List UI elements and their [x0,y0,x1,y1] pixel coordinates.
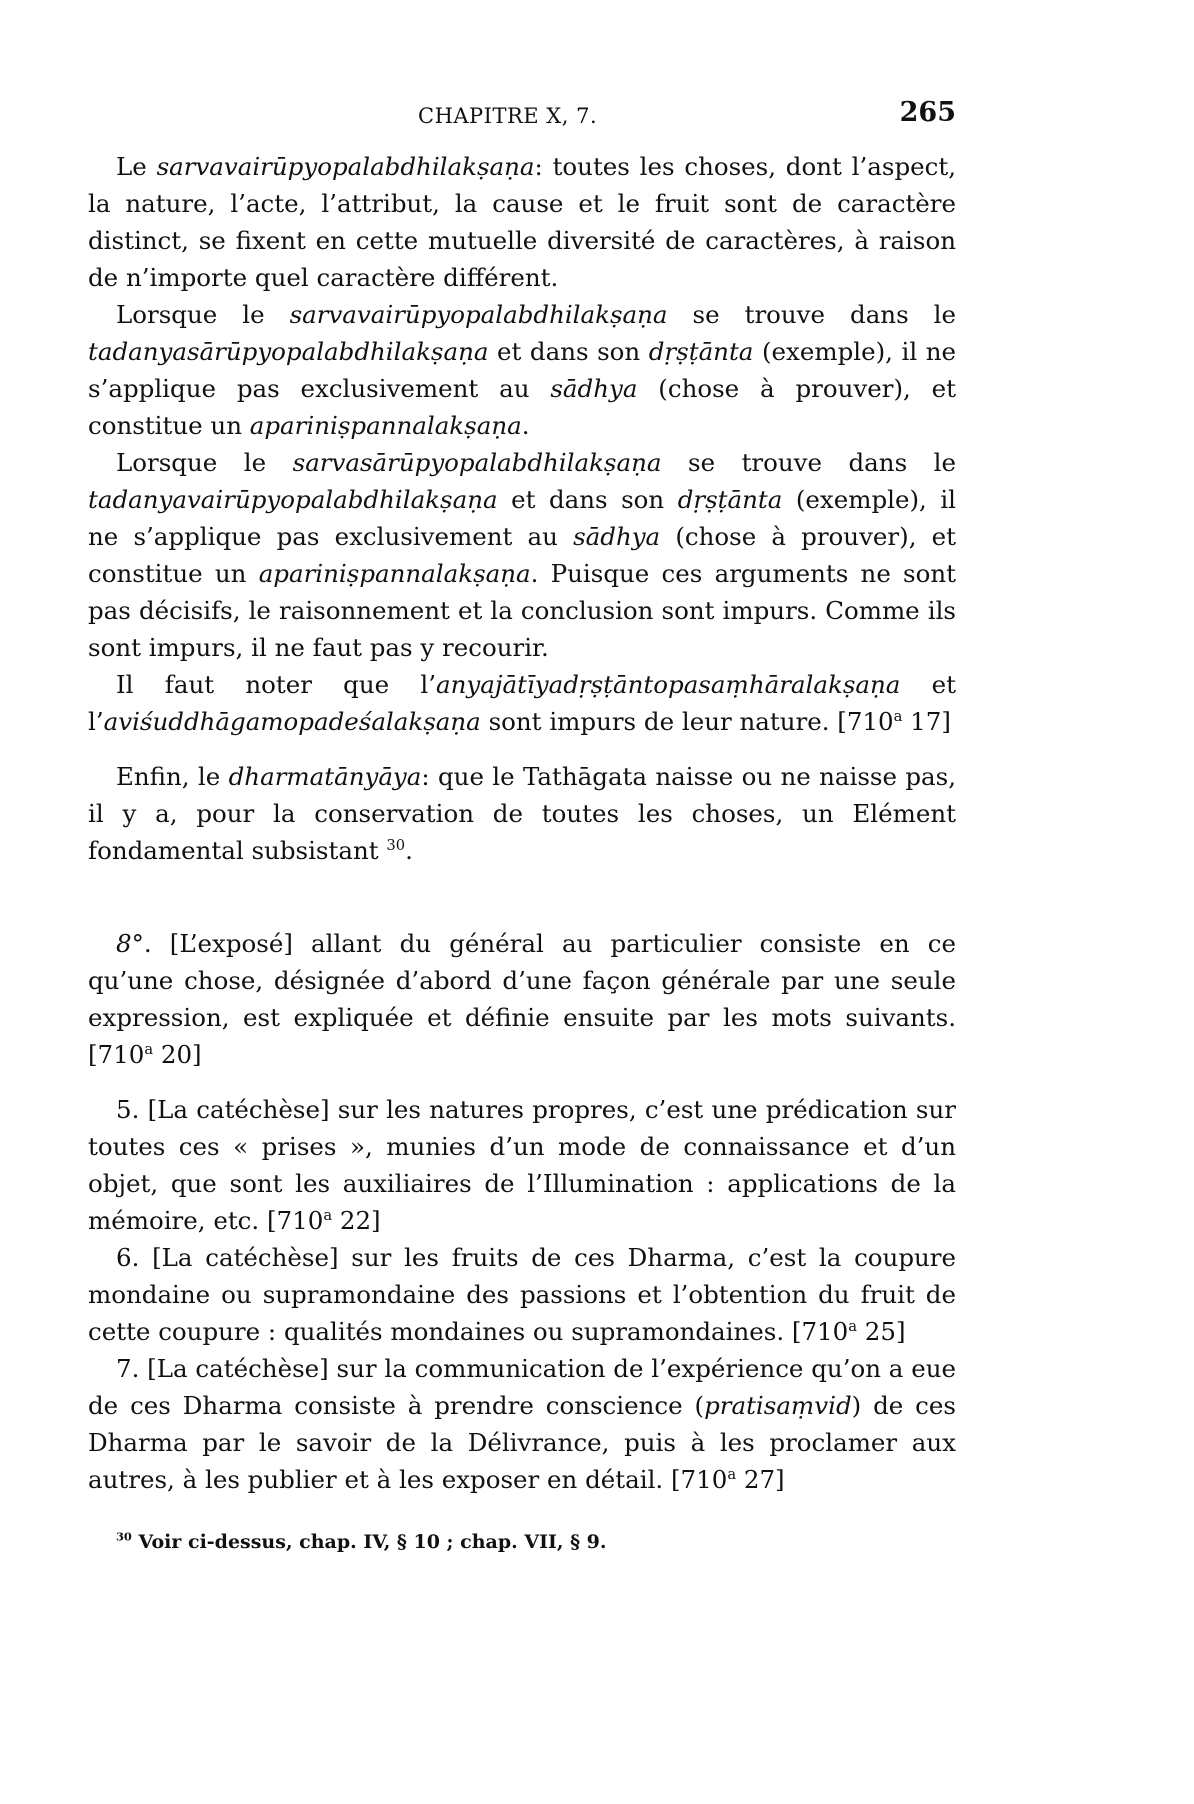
body-text [88,148,956,1498]
text-run: se trouve dans le [661,448,956,477]
reference-superscript: a [727,1465,737,1483]
text-run: se trouve dans le [667,300,956,329]
text-run: : toutes les choses, dont l’aspect, la nature, l’acte, l’attribut, la cause et le fruit sont de caractère distinct, se fixent en cette mutuelle diversité de caractères, à raison de n’importe quel caractère différent. [88,152,956,292]
sanskrit-term: sādhya [550,374,638,403]
page-number: 265 [899,97,956,128]
text-run: Lorsque le [116,448,293,477]
text-run: . [521,411,530,440]
sanskrit-term: sādhya [573,522,661,551]
text-run: . Puisque ces arguments ne sont pas décisifs, le raisonnement et la conclusion sont impurs. Comme ils sont impurs, il ne faut pas y recourir. [88,559,957,662]
footnote-text: Voir ci-dessus, chap. IV, § 10 ; chap. VII, § 9. [138,1531,607,1553]
text-run: . [L’exposé] allant du général au particulier consiste en ce qu’une chose, désignée d’abord d’une façon générale par une seule expression, est expliquée et définie ensuite par les mots suivants. [710 [88,929,956,1069]
reference-superscript: a [144,1040,154,1058]
text-run: 27] [736,1465,785,1494]
text-run: 17] [902,707,951,736]
paragraph [88,148,956,296]
text-run: (exemple), il ne s’applique pas exclusivement au [88,485,957,551]
sanskrit-term: tadanyasārūpyopalabdhilakṣaṇa [88,337,489,366]
text-run: 7. [La catéchèse] sur la communication de l’expérience qu’on a eue de ces Dharma consiste à prendre conscience ( [88,1354,956,1420]
sanskrit-term: dharmatānyāya [228,762,422,791]
sanskrit-term: 8° [116,929,144,958]
sanskrit-term: sarvasārūpyopalabdhilakṣaṇa [292,448,662,477]
paragraph [88,925,956,1073]
text-run: et dans son [497,485,678,514]
sanskrit-term: dṛṣṭānta [677,485,783,514]
text-run: sont impurs de leur nature. [710 [480,707,894,736]
sanskrit-term: sarvavairūpyopalabdhilakṣaṇa [156,152,535,181]
text-run: et l’ [88,670,956,736]
text-run: 5. [La catéchèse] sur les natures propres, c’est une prédication sur toutes ces « prises », munies d’un mode de connaissance et d’un objet, que sont les auxiliaires de l’Illumination : applications de la mémoire, etc. [710 [88,1095,956,1235]
sanskrit-term: tadanyavairūpyopalabdhilakṣaṇa [88,485,498,514]
paragraph [88,758,956,869]
reference-superscript: a [848,1317,857,1335]
text-run: Enfin, le [116,762,229,791]
paragraph [88,1350,956,1498]
paragraph [88,1239,956,1350]
sanskrit-term: apariniṣpannalakṣaṇa [249,411,522,440]
text-run: 6. [La catéchèse] sur les fruits de ces Dharma, c’est la coupure mondaine ou supramondaine des passions et l’obtention du fruit de cette coupure : qualités mondaines ou supramondaines. [710 [88,1243,956,1346]
footnote-marker: 30 [116,1529,132,1544]
sanskrit-term: sarvavairūpyopalabdhilakṣaṇa [289,300,668,329]
sanskrit-term: aviśuddhāgamopadeśalakṣaṇa [103,707,481,736]
text-run: ) de ces Dharma par le savoir de la Délivrance, puis à les proclamer aux autres, à les publier et à les exposer en détail. [710 [88,1391,956,1494]
text-run: . [405,836,413,865]
text-run: Il faut noter que l’ [116,670,437,699]
page-header [88,88,956,136]
reference-superscript: 30 [386,836,406,854]
paragraph [88,1091,956,1239]
text-run: (chose à prouver), et constitue un [88,522,956,588]
text-run: : que le Tathāgata naisse ou ne naisse pas, il y a, pour la conservation de toutes les choses, un Elément fondamental subsistant [88,762,956,865]
text-run: Le [116,152,157,181]
text-run: 25] [857,1317,906,1346]
reference-superscript: a [323,1206,333,1224]
text-run: (chose à prouver), et constitue un [88,374,956,440]
reference-superscript: a [893,707,903,725]
sanskrit-term: apariniṣpannalakṣaṇa [258,559,531,588]
text-run: 22] [332,1206,381,1235]
sanskrit-term: pratisaṃvid [704,1391,852,1420]
paragraph [88,444,956,666]
footnote [88,1528,956,1556]
paragraph [88,296,956,444]
sanskrit-term: dṛṣṭānta [648,337,754,366]
text-run: 20] [153,1040,202,1069]
text-run: et dans son [488,337,649,366]
text-run: (exemple), il ne s’applique pas exclusivement au [88,337,956,403]
chapter-title: CHAPITRE X, 7. [418,104,598,128]
paragraph [88,666,956,740]
text-run: Lorsque le [116,300,290,329]
sanskrit-term: anyajātīyadṛṣṭāntopasaṃhāralakṣaṇa [436,670,901,699]
page [88,88,956,1768]
